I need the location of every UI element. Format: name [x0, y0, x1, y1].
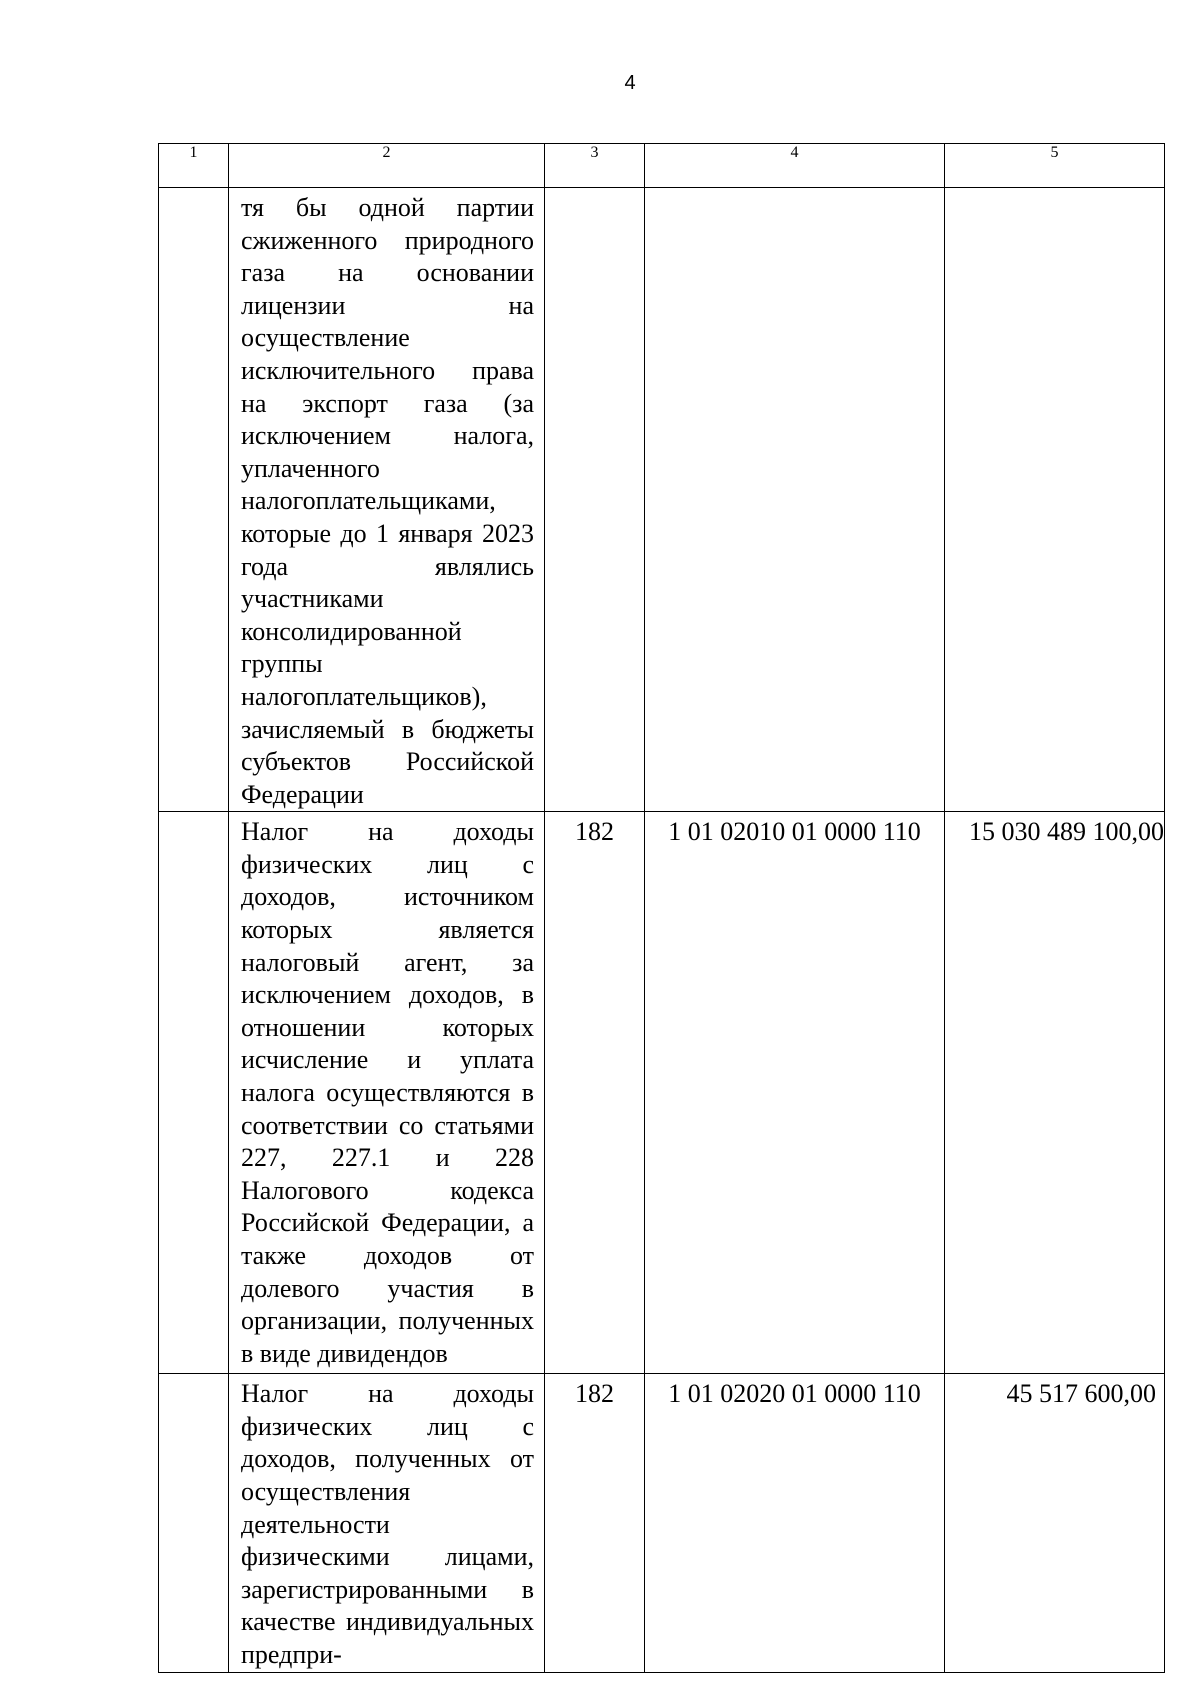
description-cell: Налог на доходы физических лиц с доходов, полученных от осуществления деятельности физическими лицами, зарегистрированными в качестве индивидуальных предпри- — [229, 1374, 545, 1672]
amount-cell: 45 517 600,00 — [945, 1374, 1165, 1672]
header-col-1: 1 — [159, 144, 229, 188]
row-number-cell — [159, 1374, 229, 1672]
admin-code-cell: 182 — [545, 812, 645, 1374]
amount-cell — [945, 188, 1165, 812]
header-col-3: 3 — [545, 144, 645, 188]
table-row — [159, 188, 1165, 812]
kbk-cell: 1 01 02010 01 0000 110 — [645, 812, 945, 1374]
header-col-2: 2 — [229, 144, 545, 188]
description-cell: Налог на доходы физических лиц с доходов, источником которых является налоговый агент, за исключением доходов, в отношении которых исчисление и уплата налога осуществляются в соответствии со статьями 227, 227.1 и 228 Налогового кодекса Российской Федерации, а также доходов от долевого участия в организации, полученных в виде дивидендов — [229, 812, 545, 1374]
row-number-cell — [159, 812, 229, 1374]
revenue-table — [158, 143, 1165, 1673]
row-number-cell — [159, 188, 229, 812]
table-row — [159, 1374, 1165, 1672]
admin-code-cell — [545, 188, 645, 812]
amount-cell: 15 030 489 100,00 — [945, 812, 1165, 1374]
page-number: 4 — [624, 72, 636, 94]
description-cell: тя бы одной партии сжиженного природного газа на основании лицензии на осуществление исключительного права на экспорт газа (за исключением налога, уплаченного налогоплательщиками, которые до 1 января 2023 года являлись участниками консолидированной группы налогоплательщиков), зачисляемый в бюджеты субъектов Российской Федерации — [229, 188, 545, 812]
kbk-cell — [645, 188, 945, 812]
header-col-4: 4 — [645, 144, 945, 188]
admin-code-cell: 182 — [545, 1374, 645, 1672]
header-col-5: 5 — [945, 144, 1165, 188]
kbk-cell: 1 01 02020 01 0000 110 — [645, 1374, 945, 1672]
table-header-row — [159, 144, 1165, 188]
table-row — [159, 812, 1165, 1374]
